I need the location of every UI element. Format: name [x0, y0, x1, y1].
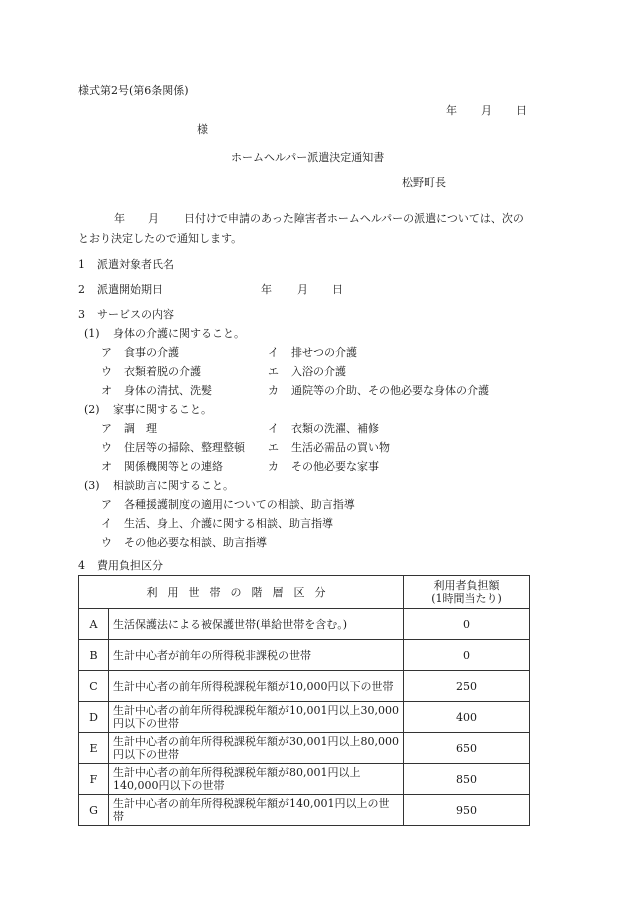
service-item: 衣類着脱の介護: [124, 365, 201, 378]
item-mark: オ: [101, 384, 112, 397]
section-number: 3: [78, 308, 85, 321]
table-row: [79, 671, 530, 702]
service-item: その他必要な家事: [291, 460, 379, 473]
start-month-label: 月: [297, 283, 308, 296]
section-label: 費用負担区分: [97, 559, 163, 572]
fee-table-header: [79, 576, 530, 609]
form-number: 様式第2号(第6条関係): [78, 84, 189, 97]
class-description: 生活保護法による被保護世帯(単給世帯を含む。): [109, 609, 404, 640]
class-code: G: [79, 795, 109, 826]
header-user-charge-line2: (1時間当たり): [431, 592, 502, 605]
service-item: その他必要な相談、助言指導: [124, 536, 267, 549]
item-mark: カ: [268, 384, 279, 397]
charge-amount: 950: [404, 795, 530, 826]
item-mark: イ: [268, 422, 279, 435]
table-row: [79, 609, 530, 640]
service-item: 調 理: [124, 422, 157, 435]
header-household-class: 利用世帯の階層区分: [79, 576, 404, 609]
issuer-name: 松野町長: [402, 176, 446, 189]
start-year-label: 年: [261, 283, 272, 296]
class-description: 生計中心者の前年所得税課税年額が10,001円以上30,000円以下の世帯: [109, 702, 404, 733]
service-item: 通院等の介助、その他必要な身体の介護: [291, 384, 489, 397]
item-mark: エ: [268, 365, 279, 378]
header-user-charge-line1: 利用者負担額: [433, 579, 500, 592]
item-mark: ア: [101, 346, 112, 359]
header-user-charge: [404, 576, 530, 609]
service-item: 排せつの介護: [291, 346, 357, 359]
item-mark: ウ: [101, 365, 112, 378]
service-item: 生活必需品の買い物: [291, 441, 390, 454]
section-label: サービスの内容: [97, 308, 174, 321]
start-day-label: 日: [332, 283, 343, 296]
item-mark: ウ: [101, 536, 112, 549]
body-line1-text: 日付けで申請のあった障害者ホームヘルパーの派遣については、次の: [184, 212, 524, 225]
subsection-label: 相談助言に関すること。: [113, 479, 234, 492]
service-item: 各種援護制度の適用についての相談、助言指導: [124, 498, 355, 511]
table-row: [79, 702, 530, 733]
subsection-number: (3): [84, 479, 100, 492]
item-mark: ア: [101, 498, 112, 511]
charge-amount: 0: [404, 609, 530, 640]
service-item: 住居等の掃除、整理整頓: [124, 441, 245, 454]
fee-table: [78, 575, 530, 826]
charge-amount: 650: [404, 733, 530, 764]
section-label: 派遣対象者氏名: [97, 258, 174, 271]
class-code: E: [79, 733, 109, 764]
charge-amount: 250: [404, 671, 530, 702]
class-code: C: [79, 671, 109, 702]
item-mark: イ: [268, 346, 279, 359]
class-code: D: [79, 702, 109, 733]
item-mark: ア: [101, 422, 112, 435]
section-label: 派遣開始期日: [97, 283, 163, 296]
service-item: 食事の介護: [124, 346, 179, 359]
charge-amount: 850: [404, 764, 530, 795]
body-year-label: 年: [114, 212, 125, 225]
class-description: 生計中心者の前年所得税課税年額が140,001円以上の世帯: [109, 795, 404, 826]
item-mark: カ: [268, 460, 279, 473]
service-item: 入浴の介護: [291, 365, 346, 378]
service-item: 身体の清拭、洗髪: [124, 384, 212, 397]
class-description: 生計中心者の前年所得税課税年額が30,001円以上80,000円以下の世帯: [109, 733, 404, 764]
body-line2-text: とおり決定したので通知します。: [78, 232, 243, 245]
table-row: [79, 764, 530, 795]
subsection-number: (2): [84, 403, 100, 416]
class-code: B: [79, 640, 109, 671]
section-number: 2: [78, 283, 85, 296]
item-mark: ウ: [101, 441, 112, 454]
section-number: 4: [78, 559, 85, 572]
body-month-label: 月: [148, 212, 159, 225]
section-number: 1: [78, 258, 85, 271]
document-title: ホームヘルパー派遣決定通知書: [231, 151, 385, 164]
subsection-label: 身体の介護に関すること。: [113, 327, 245, 340]
class-code: F: [79, 764, 109, 795]
class-description: 生計中心者が前年の所得税非課税の世帯: [109, 640, 404, 671]
class-description: 生計中心者の前年所得税課税年額が10,000円以下の世帯: [109, 671, 404, 702]
item-mark: エ: [268, 441, 279, 454]
table-row: [79, 640, 530, 671]
subsection-number: (1): [84, 327, 100, 340]
date-day-label: 日: [516, 104, 527, 117]
addressee-suffix: 様: [197, 123, 208, 136]
item-mark: イ: [101, 517, 112, 530]
charge-amount: 400: [404, 702, 530, 733]
subsection-label: 家事に関すること。: [113, 403, 212, 416]
table-row: [79, 733, 530, 764]
date-month-label: 月: [481, 104, 492, 117]
class-description: 生計中心者の前年所得税課税年額が80,001円以上140,000円以下の世帯: [109, 764, 404, 795]
service-item: 生活、身上、介護に関する相談、助言指導: [124, 517, 333, 530]
item-mark: オ: [101, 460, 112, 473]
charge-amount: 0: [404, 640, 530, 671]
service-item: 関係機関等との連絡: [124, 460, 223, 473]
class-code: A: [79, 609, 109, 640]
service-item: 衣類の洗濯、補修: [291, 422, 379, 435]
date-year-label: 年: [446, 104, 457, 117]
table-row: [79, 795, 530, 826]
